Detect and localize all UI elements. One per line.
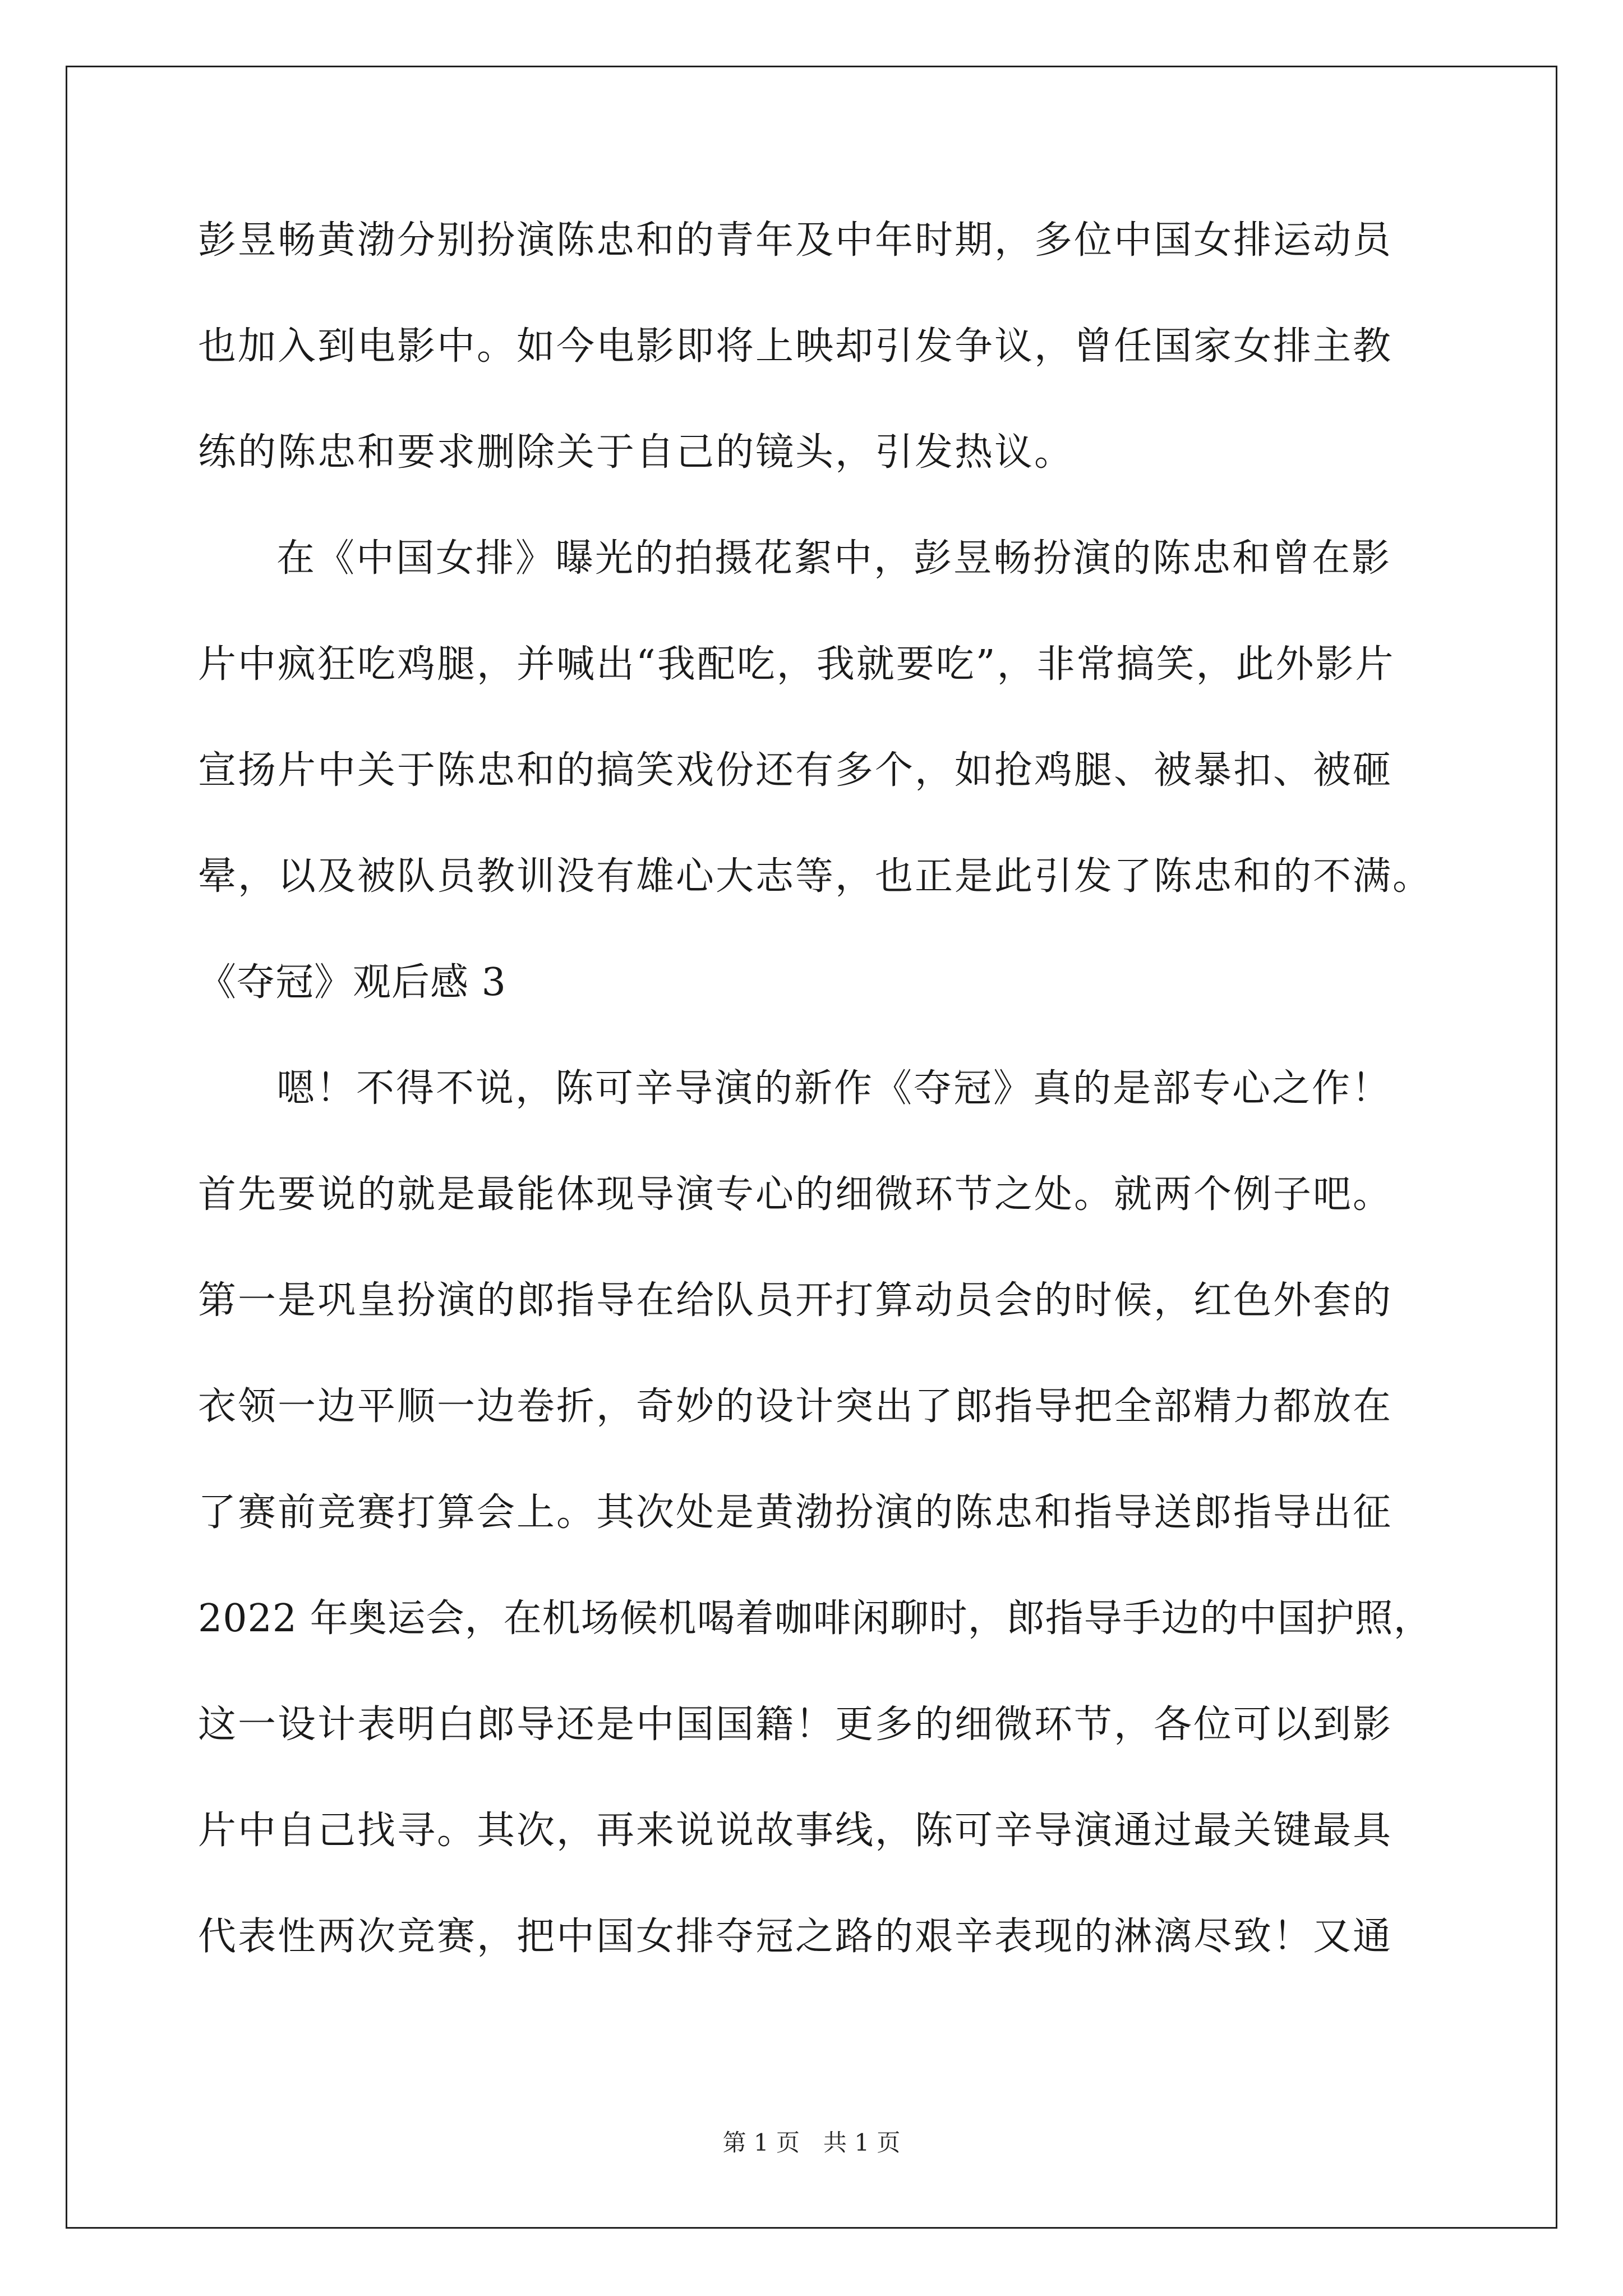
text-line: 代表性两次竞赛，把中国女排夺冠之路的艰辛表现的淋漓尽致！又通 <box>198 1915 1393 1959</box>
text-line: 宣扬片中关于陈忠和的搞笑戏份还有多个，如抢鸡腿、被暴扣、被砸 <box>198 748 1393 793</box>
page-footer: 第 1 页 共 1 页 <box>722 2129 901 2156</box>
text-line: 练的陈忠和要求删除关于自己的镜头，引发热议。 <box>198 430 1075 475</box>
text-line: 片中自己找寻。其次，再来说说故事线，陈可辛导演通过最关键最具 <box>198 1809 1393 1853</box>
text-line: 这一设计表明白郎导还是中国国籍！更多的细微环节，各位可以到影 <box>198 1703 1393 1747</box>
text-line: 也加入到电影中。如今电影即将上映却引发争议，曾任国家女排主教 <box>198 324 1393 369</box>
text-line: 晕，以及被队员教训没有雄心大志等，也正是此引发了陈忠和的不满。 <box>198 854 1433 899</box>
text-line: 2022 年奥运会，在机场候机喝着咖啡闲聊时，郎指导手边的中国护照， <box>198 1596 1432 1641</box>
text-line: 了赛前竞赛打算会上。其次处是黄渤扮演的陈忠和指导送郎指导出征 <box>198 1490 1393 1535</box>
text-line: 嗯！不得不说，陈可辛导演的新作《夺冠》真的是部专心之作！ <box>276 1066 1392 1111</box>
text-line: 在《中国女排》曝光的拍摄花絮中，彭昱畅扮演的陈忠和曾在影 <box>276 536 1392 581</box>
text-line: 片中疯狂吃鸡腿，并喊出“我配吃，我就要吃”，非常搞笑，此外影片 <box>198 642 1395 687</box>
text-line: 首先要说的就是最能体现导演专心的细微环节之处。就两个例子吧。 <box>198 1172 1393 1217</box>
text-line: 衣领一边平顺一边卷折，奇妙的设计突出了郎指导把全部精力都放在 <box>198 1384 1393 1429</box>
page-border <box>66 66 1557 2229</box>
text-line: 彭昱畅黄渤分别扮演陈忠和的青年及中年时期，多位中国女排运动员 <box>198 218 1393 263</box>
section-heading: 《夺冠》观后感 3 <box>198 960 506 1005</box>
text-line: 第一是巩皇扮演的郎指导在给队员开打算动员会的时候，红色外套的 <box>198 1278 1393 1323</box>
